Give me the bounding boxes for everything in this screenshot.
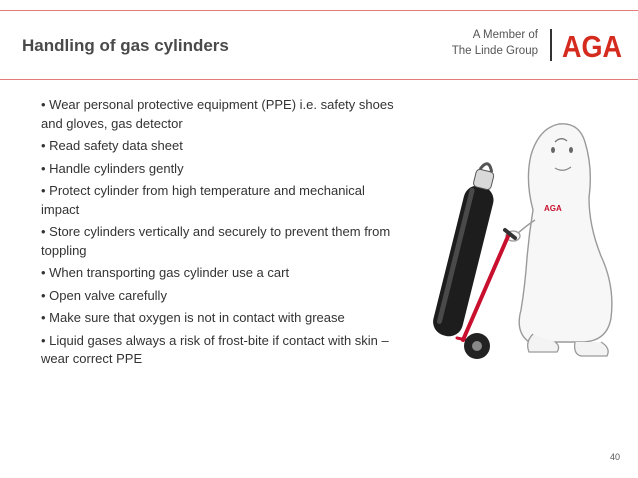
cylinder-cart-illustration [405, 110, 630, 370]
slide-title: Handling of gas cylinders [22, 36, 229, 55]
bullet-item: • Store cylinders vertically and securely to prevent them from toppling [41, 224, 391, 258]
svg-text:AGA: AGA [562, 29, 622, 64]
member-line-1: A Member of [472, 29, 538, 41]
gas-cylinder [430, 160, 502, 339]
bullet-item: • Protect cylinder from high temperature and mechanical impact [41, 183, 365, 217]
bullet-item: • When transporting gas cylinder use a cart [41, 265, 290, 280]
bullet-item: • Open valve carefully [41, 287, 167, 303]
header-top-rule [0, 10, 638, 11]
bullet-item: • Read safety data sheet [41, 138, 183, 153]
bullet-item: • Handle cylinders gently [41, 160, 184, 176]
aga-logo [562, 29, 622, 64]
bullet-item: • Wear personal protective equipment (PPE) i.e. safety shoes and gloves, gas detector [41, 97, 394, 131]
brand-divider [550, 29, 552, 61]
member-line-2: The Linde Group [451, 45, 538, 57]
page-number: 40 [609, 452, 620, 462]
linde-membership-text [446, 27, 538, 59]
brand-block [446, 27, 626, 67]
bullet-list [41, 96, 403, 373]
header-bottom-rule [0, 79, 638, 80]
person-figure [506, 124, 612, 356]
shirt-logo: AGA [544, 204, 562, 213]
bullet-item: • Liquid gases always a risk of frost-bite if contact with skin – wear correct PPE [41, 332, 389, 366]
bullet-item: • Make sure that oxygen is not in contact with grease [41, 310, 345, 325]
